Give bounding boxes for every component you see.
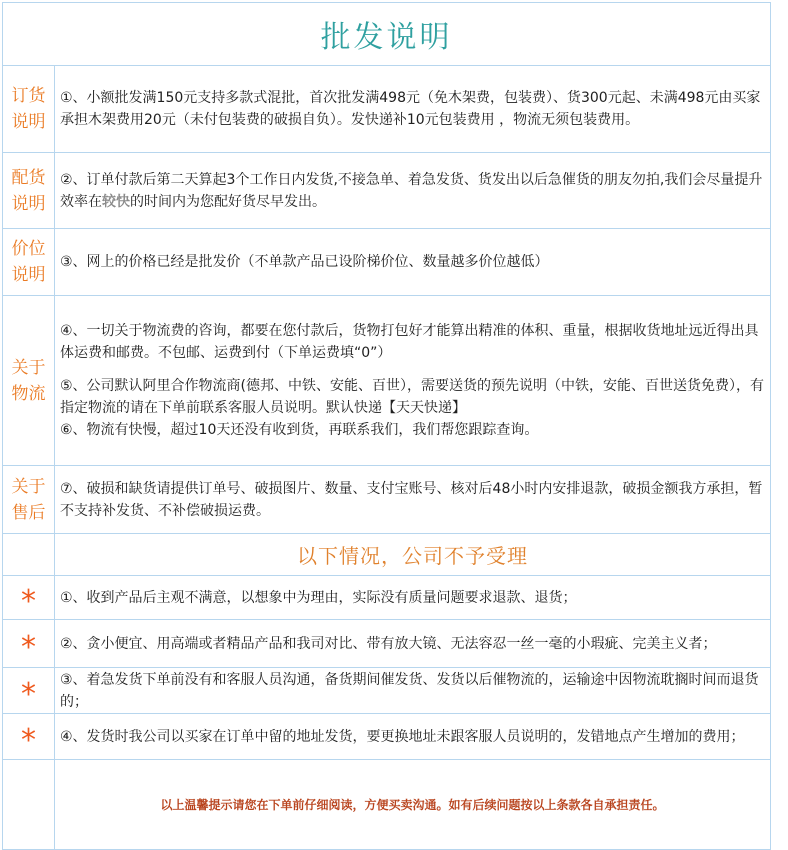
section-text-distribution (55, 153, 771, 229)
section-row-price (3, 229, 771, 296)
paragraph: ⑤、公司默认阿里合作物流商(德邦、中铁、安能、百世），需要送货的预先说明（中铁，安能、百世送货免费），有指定物流的请在下单前联系客服人员说明。默认快递【天天快递】 (60, 378, 765, 416)
label-line: 订货 (11, 86, 46, 106)
paragraph: ①、小额批发满150元支持多款式混批，首次批发满498元（免木架费，包装费）、货300元起、未满498元由买家承担木架费用20元（未付包装费的破损自负）。发快递补10元包装费用 ，物流无须包装费用。 (60, 90, 761, 128)
label-line: 说明 (11, 265, 46, 285)
section-text-order (55, 66, 771, 153)
title-row (3, 3, 771, 66)
exclusion-row (3, 620, 771, 668)
section-label-distribution (3, 153, 55, 229)
footer-note: 以上温馨提示请您在下单前仔细阅读，方便买卖沟通。如有后续问题按以上条款各自承担责任。 (55, 760, 771, 850)
label-line: 说明 (11, 112, 46, 132)
paragraph: ⑥、物流有快慢，超过10天还没有收到货，再联系我们，我们帮您跟踪查询。 (60, 422, 539, 438)
section-label-aftersale (3, 466, 55, 534)
section-label-order (3, 66, 55, 153)
exclusion-text: ①、收到产品后主观不满意，以想象中为理由，实际没有质量问题要求退款、退货； (55, 576, 771, 620)
paragraph: ④、一切关于物流费的咨询，都要在您付款后，货物打包好才能算出精准的体积、重量，根据收货地址远近得出具体运费和邮费。不包邮、运费到付（下单运费填“0”） (60, 323, 759, 361)
exclusions-header-row (3, 534, 771, 576)
exclusions-header: 以下情况，公司不予受理 (55, 534, 771, 576)
star-icon: * (3, 714, 55, 760)
blank-cell (3, 760, 55, 850)
paragraph (60, 169, 766, 213)
paragraph-text: 的时间内为您配好货尽早发出。 (130, 193, 326, 210)
highlight-text: 较快 (102, 193, 130, 210)
section-row-logistics (3, 296, 771, 466)
page-title: 批发说明 (3, 3, 771, 66)
label-line: 物流 (11, 383, 46, 404)
section-label-price (3, 229, 55, 296)
section-text-logistics (55, 296, 771, 466)
exclusion-row (3, 714, 771, 760)
paragraph: ③、网上的价格已经是批发价（不单款产品已设阶梯价位、数量越多价位越低） (60, 254, 549, 270)
exclusion-row (3, 576, 771, 620)
exclusion-text: ②、贪小便宜、用高端或者精品产品和我司对比、带有放大镜、无法容忍一丝一毫的小瑕疵、完美主义者； (55, 620, 771, 668)
paragraph-text: ②、订单付款后第二天算起3个工作日内发货,不接急单、着急发货、货发出以后急催货的朋友勿拍,我们会尽量提升效率在 (60, 171, 763, 210)
wholesale-notice-table (2, 2, 771, 850)
paragraph: ⑦、破损和缺货请提供订单号、破损图片、数量、支付宝账号、核对后48小时内安排退款，破损金额我方承担，暂不支持补发货、不补偿破损运费。 (60, 480, 763, 519)
label-line: 关于 (11, 476, 46, 497)
star-icon: * (3, 620, 55, 668)
footer-row (3, 760, 771, 850)
star-icon: * (3, 576, 55, 620)
star-icon: * (3, 668, 55, 714)
section-text-price (55, 229, 771, 296)
label-line: 价位 (11, 239, 46, 259)
section-label-logistics (3, 296, 55, 466)
exclusion-text: ③、着急发货下单前没有和客服人员沟通，备货期间催发货、发货以后催物流的，运输途中因物流耽搁时间而退货的； (55, 668, 771, 714)
label-line: 说明 (11, 193, 46, 214)
label-line: 售后 (11, 502, 46, 523)
exclusion-row (3, 668, 771, 714)
label-line: 关于 (11, 357, 46, 378)
section-row-order (3, 66, 771, 153)
blank-cell (3, 534, 55, 576)
section-text-aftersale (55, 466, 771, 534)
section-row-aftersale (3, 466, 771, 534)
label-line: 配货 (11, 167, 46, 188)
section-row-distribution (3, 153, 771, 229)
exclusion-text: ④、发货时我公司以买家在订单中留的地址发货，要更换地址未跟客服人员说明的，发错地点产生增加的费用； (55, 714, 771, 760)
